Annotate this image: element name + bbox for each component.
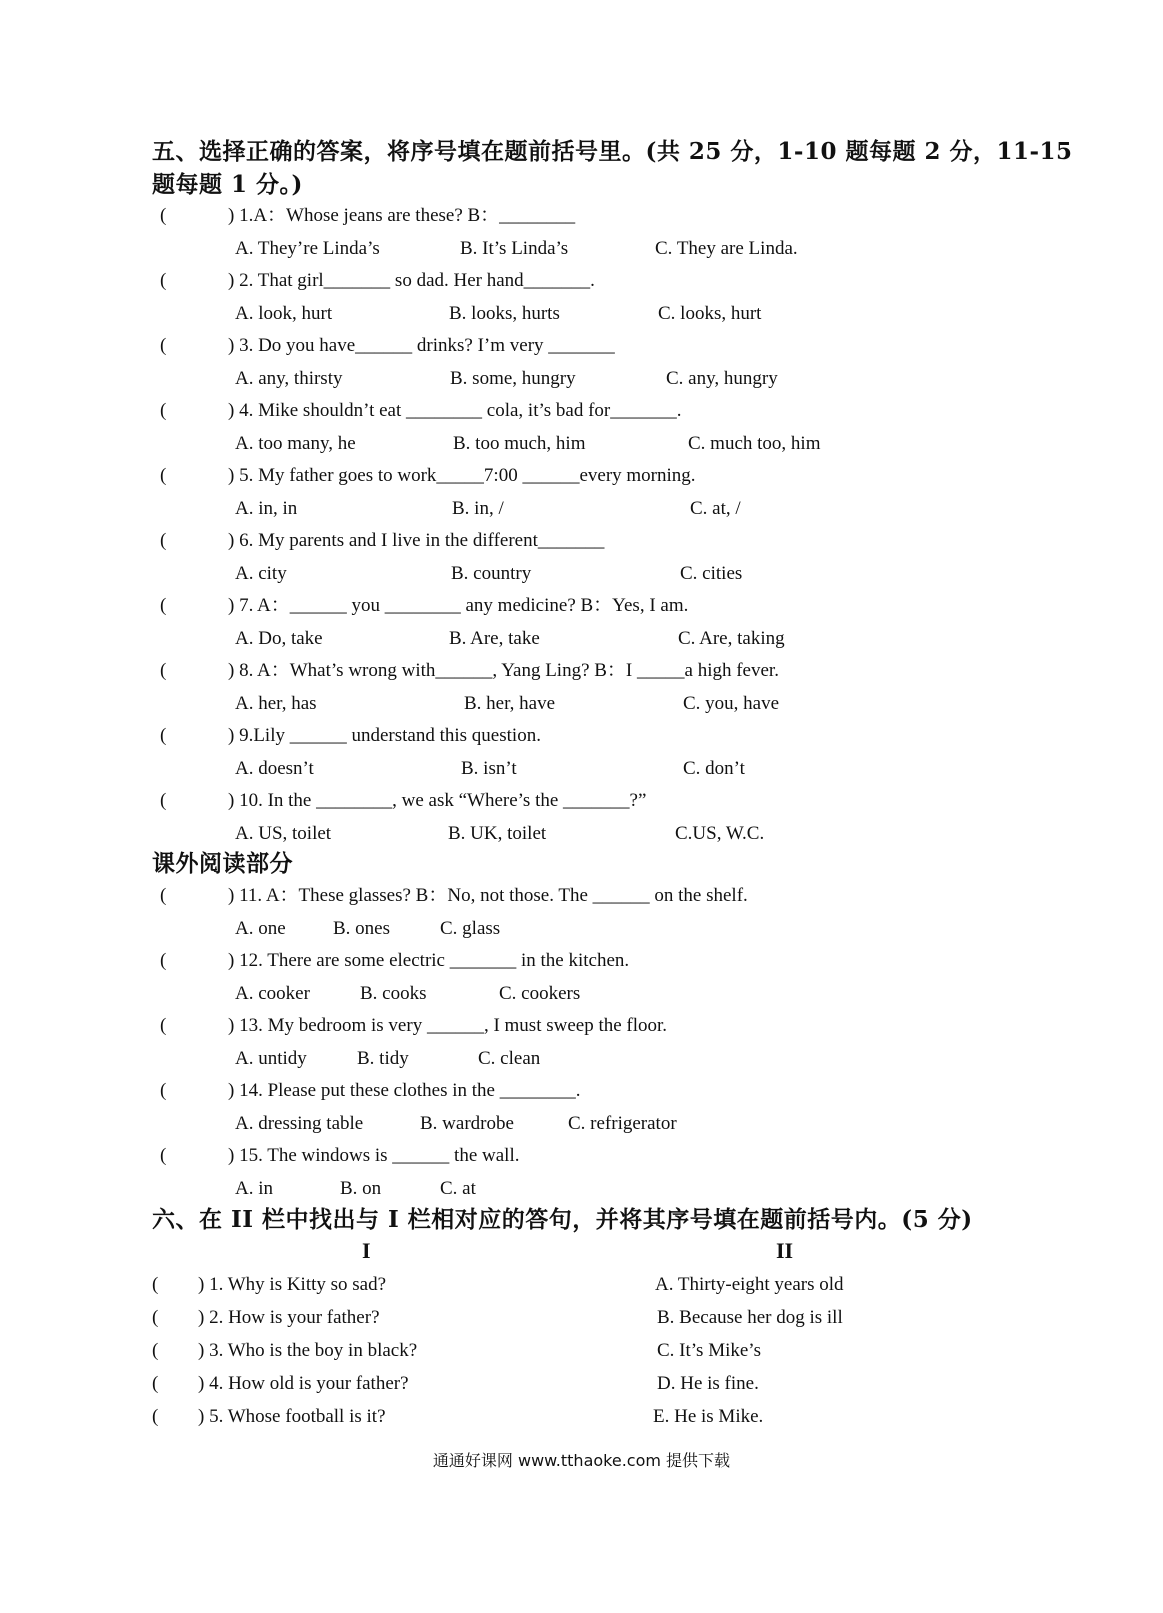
answer-bracket[interactable]: ( xyxy=(160,885,167,906)
answer-bracket[interactable]: ( xyxy=(160,400,167,421)
answer-bracket[interactable]: ( xyxy=(152,1340,159,1361)
section6-title: 六、在 II 栏中找出与 I 栏相对应的答句，并将其序号填在题前括号内。(5 分) xyxy=(152,1206,973,1233)
answer-bracket[interactable]: ( xyxy=(152,1406,159,1427)
match-question: ) 2. How is your father? xyxy=(198,1307,380,1328)
column-2-heading: II xyxy=(776,1238,794,1263)
match-question: ) 3. Who is the boy in black? xyxy=(198,1340,418,1361)
answer-option-a: A. cooker xyxy=(235,983,310,1004)
answer-option-b: B. her, have xyxy=(464,693,556,714)
answer-option-b: B. country xyxy=(451,563,532,584)
answer-bracket[interactable]: ( xyxy=(160,530,167,551)
answer-bracket[interactable]: ( xyxy=(160,335,167,356)
match-answer: B. Because her dog is ill xyxy=(657,1307,843,1328)
match-answer: A. Thirty-eight years old xyxy=(655,1274,844,1295)
answer-bracket[interactable]: ( xyxy=(152,1274,159,1295)
question-stem: ) 14. Please put these clothes in the ________. xyxy=(228,1080,581,1101)
answer-bracket[interactable]: ( xyxy=(160,1015,167,1036)
answer-option-c: C.US, W.C. xyxy=(675,823,765,844)
answer-option-a: A. US, toilet xyxy=(235,823,332,844)
answer-option-b: B. wardrobe xyxy=(420,1113,514,1134)
answer-option-b: B. It’s Linda’s xyxy=(460,238,569,259)
question-stem: ) 7. A：______ you ________ any medicine? B：Yes, I am. xyxy=(228,595,689,616)
answer-option-c: C. They are Linda. xyxy=(655,238,798,259)
section5-title-line1: 五、选择正确的答案，将序号填在题前括号里。(共 25 分，1-10 题每题 2 分，11-15 xyxy=(152,138,1073,165)
answer-option-b: B. ones xyxy=(333,918,390,939)
match-answer: E. He is Mike. xyxy=(653,1406,764,1427)
reading-heading: 课外阅读部分 xyxy=(152,850,293,877)
section5-title-line2: 题每题 1 分。) xyxy=(152,171,303,198)
answer-option-a: A. untidy xyxy=(235,1048,307,1069)
answer-option-c: C. at xyxy=(440,1178,476,1199)
answer-option-c: C. refrigerator xyxy=(568,1113,677,1134)
answer-option-c: C. any, hungry xyxy=(666,368,778,389)
answer-option-b: B. in, / xyxy=(452,498,504,519)
match-question: ) 1. Why is Kitty so sad? xyxy=(198,1274,387,1295)
answer-option-c: C. cities xyxy=(680,563,743,584)
answer-option-b: B. on xyxy=(340,1178,382,1199)
answer-bracket[interactable]: ( xyxy=(160,660,167,681)
answer-option-b: B. UK, toilet xyxy=(448,823,547,844)
answer-option-c: C. don’t xyxy=(683,758,745,779)
question-stem: ) 2. That girl_______ so dad. Her hand_______. xyxy=(228,270,595,291)
answer-option-a: A. her, has xyxy=(235,693,317,714)
answer-option-b: B. cooks xyxy=(360,983,427,1004)
question-stem: ) 12. There are some electric _______ in the kitchen. xyxy=(228,950,630,971)
answer-option-a: A. city xyxy=(235,563,287,584)
answer-option-b: B. too much, him xyxy=(453,433,586,454)
answer-option-c: C. you, have xyxy=(683,693,780,714)
answer-option-c: C. much too, him xyxy=(688,433,821,454)
answer-option-a: A. They’re Linda’s xyxy=(235,238,380,259)
answer-option-b: B. Are, take xyxy=(449,628,540,649)
answer-option-c: C. looks, hurt xyxy=(658,303,762,324)
answer-option-a: A. any, thirsty xyxy=(235,368,343,389)
answer-bracket[interactable]: ( xyxy=(160,1080,167,1101)
match-answer: D. He is fine. xyxy=(657,1373,759,1394)
question-stem: ) 3. Do you have______ drinks? I’m very _______ xyxy=(228,335,615,356)
answer-option-b: B. isn’t xyxy=(461,758,517,779)
question-stem: ) 8. A：What’s wrong with______, Yang Ling? B：I _____a high fever. xyxy=(228,660,779,681)
answer-option-a: A. dressing table xyxy=(235,1113,364,1134)
answer-option-a: A. doesn’t xyxy=(235,758,314,779)
answer-option-a: A. look, hurt xyxy=(235,303,333,324)
answer-option-c: C. Are, taking xyxy=(678,628,785,649)
answer-option-b: B. tidy xyxy=(357,1048,409,1069)
question-stem: ) 13. My bedroom is very ______, I must sweep the floor. xyxy=(228,1015,668,1036)
match-answer: C. It’s Mike’s xyxy=(657,1340,761,1361)
answer-option-a: A. in xyxy=(235,1178,273,1199)
answer-option-b: B. some, hungry xyxy=(450,368,576,389)
answer-bracket[interactable]: ( xyxy=(152,1373,159,1394)
answer-bracket[interactable]: ( xyxy=(160,790,167,811)
question-stem: ) 15. The windows is ______ the wall. xyxy=(228,1145,520,1166)
question-stem: ) 4. Mike shouldn’t eat ________ cola, it’s bad for_______. xyxy=(228,400,682,421)
answer-bracket[interactable]: ( xyxy=(152,1307,159,1328)
answer-option-b: B. looks, hurts xyxy=(449,303,560,324)
answer-option-a: A. too many, he xyxy=(235,433,356,454)
answer-option-a: A. Do, take xyxy=(235,628,323,649)
answer-bracket[interactable]: ( xyxy=(160,725,167,746)
question-stem: ) 6. My parents and I live in the different_______ xyxy=(228,530,605,551)
answer-option-c: C. glass xyxy=(440,918,501,939)
answer-option-a: A. in, in xyxy=(235,498,298,519)
question-stem: ) 10. In the ________, we ask “Where’s the _______?” xyxy=(228,790,647,811)
question-stem: ) 1.A：Whose jeans are these? B：________ xyxy=(228,205,576,226)
answer-option-a: A. one xyxy=(235,918,286,939)
answer-option-c: C. clean xyxy=(478,1048,541,1069)
match-question: ) 4. How old is your father? xyxy=(198,1373,409,1394)
answer-option-c: C. cookers xyxy=(499,983,581,1004)
question-stem: ) 9.Lily ______ understand this question. xyxy=(228,725,541,746)
question-stem: ) 11. A：These glasses? B：No, not those. The ______ on the shelf. xyxy=(228,885,748,906)
answer-bracket[interactable]: ( xyxy=(160,595,167,616)
answer-bracket[interactable]: ( xyxy=(160,465,167,486)
answer-option-c: C. at, / xyxy=(690,498,741,519)
column-1-heading: I xyxy=(362,1238,371,1263)
answer-bracket[interactable]: ( xyxy=(160,950,167,971)
answer-bracket[interactable]: ( xyxy=(160,1145,167,1166)
answer-bracket[interactable]: ( xyxy=(160,205,167,226)
question-stem: ) 5. My father goes to work_____7:00 ______every morning. xyxy=(228,465,696,486)
answer-bracket[interactable]: ( xyxy=(160,270,167,291)
footer-credit: 通通好课网 www.tthaoke.com 提供下载 xyxy=(432,1451,731,1470)
match-question: ) 5. Whose football is it? xyxy=(198,1406,386,1427)
